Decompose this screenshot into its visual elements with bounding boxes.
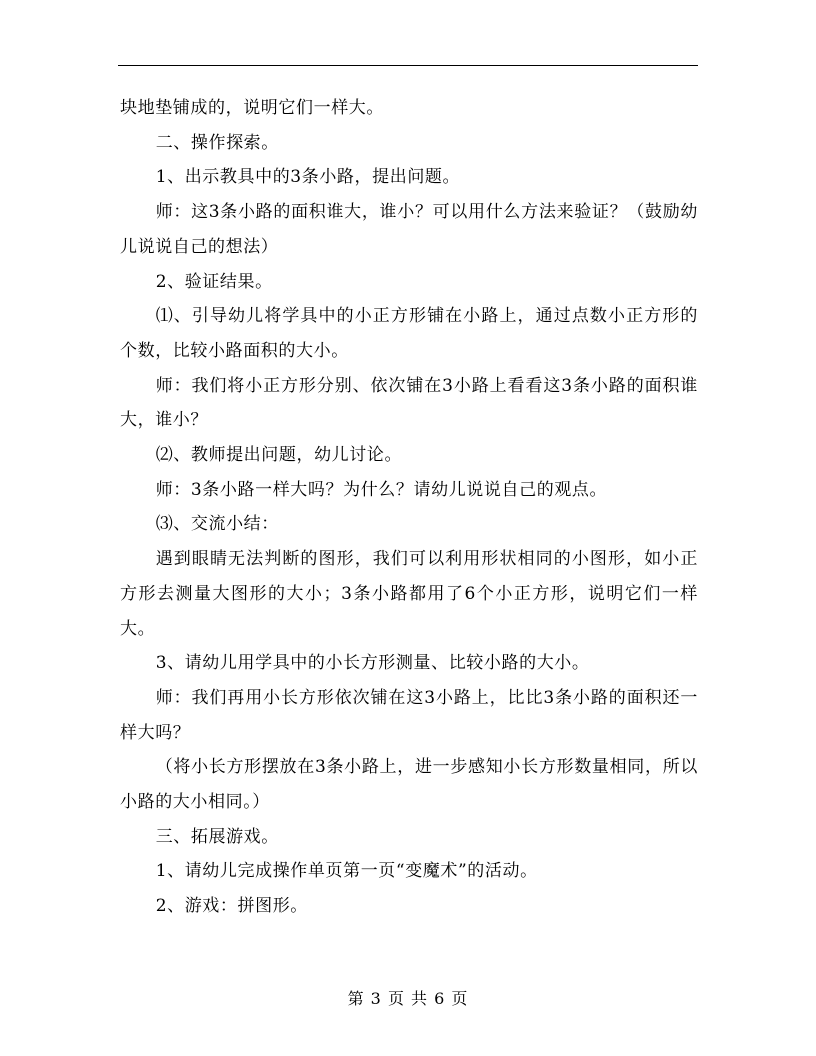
paragraph: ⑵、教师提出问题，幼儿讨论。 <box>155 445 403 466</box>
paragraph: ⑴、引导幼儿将学具中的小正方形铺在小路上，通过点数小正方形的个数，比较小路面积的大小。 <box>120 306 698 361</box>
paragraph: 1、请幼儿完成操作单页第一页“变魔术”的活动。 <box>155 861 538 882</box>
paragraph: （将小长方形摆放在3条小路上，进一步感知小长方形数量相同，所以小路的大小相同。） <box>120 757 698 813</box>
paragraph: 师：我们再用小长方形依次铺在这3小路上，比比3条小路的面积还一样大吗？ <box>120 687 698 743</box>
paragraph: 师：我们将小正方形分别、依次铺在3小路上看看这3条小路的面积谁大，谁小？ <box>120 375 698 431</box>
paragraph: 三、拓展游戏。 <box>155 826 279 847</box>
paragraph: 3、请幼儿用学具中的小长方形测量、比较小路的大小。 <box>155 653 590 674</box>
paragraph: 师：3条小路一样大吗？为什么？请幼儿说说自己的观点。 <box>155 479 608 500</box>
paragraph: 块地垫铺成的，说明它们一样大。 <box>120 98 384 118</box>
paragraph: ⑶、交流小结： <box>155 514 279 535</box>
paragraph: 2、游戏：拼图形。 <box>155 896 308 917</box>
paragraph: 1、出示教具中的3条小路，提出问题。 <box>155 167 461 188</box>
paragraph: 师：这3条小路的面积谁大，谁小？可以用什么方法来验证？（鼓励幼儿说说自己的想法） <box>120 202 698 257</box>
header-rule <box>118 65 698 66</box>
document-body <box>120 91 698 924</box>
page-number-footer: 第 3 页 共 6 页 <box>347 989 469 1008</box>
paragraph: 2、验证结果。 <box>155 271 273 292</box>
paragraph: 遇到眼睛无法判断的图形，我们可以利用形状相同的小图形，如小正方形去测量大图形的大小；3条小路都用了6个小正方形，说明它们一样大。 <box>120 549 698 639</box>
paragraph: 二、操作探索。 <box>155 132 279 153</box>
